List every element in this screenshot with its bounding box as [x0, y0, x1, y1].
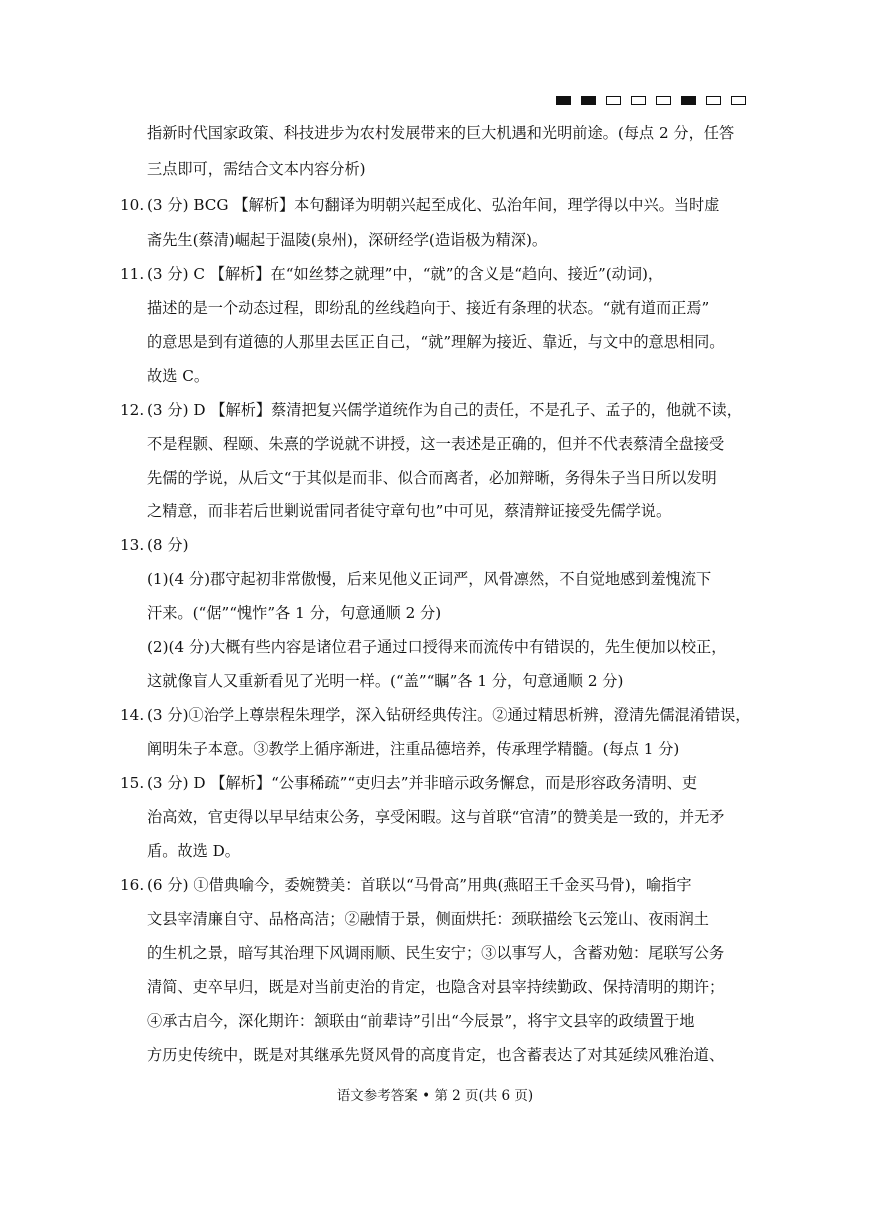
answer-line: 这就像盲人又重新看见了光明一样。(“盖”“瞩”各 1 分，句意通顺 2 分) [147, 672, 624, 690]
header-mark [631, 96, 646, 105]
answer-line: (2)(4 分)大概有些内容是诸位君子通过口授得来而流传中有错误的，先生便加以校正， [147, 638, 727, 656]
answer-line: 汗来。(“倨”“愧怍”各 1 分，句意通顺 2 分) [147, 604, 442, 622]
header-mark [606, 96, 621, 105]
answer-number: 11. [120, 265, 145, 283]
answer-line: 方历史传统中，既是对其继承先贤风骨的高度肯定，也含蓄表达了对其延续风雅治道、 [147, 1046, 725, 1064]
answer-line: 斋先生(蔡清)崛起于温陵(泉州)，深研经学(造诣极为精深)。 [147, 231, 548, 249]
answer-line: (8 分) [147, 536, 189, 554]
answer-line: (3 分) C 【解析】在“如丝棼之就理”中，“就”的含义是“趋向、接近”(动词)， [147, 265, 664, 283]
answer-number: 14. [120, 706, 145, 724]
header-mark [656, 96, 671, 105]
answer-line: 之精意，而非若后世剿说雷同者徒守章句也”中可见，蔡清辩证接受先儒学说。 [147, 502, 672, 520]
answer-line: 描述的是一个动态过程，即纷乱的丝线趋向于、接近有条理的状态。“就有道而正焉” [147, 299, 710, 317]
answer-number: 13. [120, 536, 145, 554]
header-mark [681, 96, 696, 105]
answer-line: 治高效，官吏得以早早结束公务，享受闲暇。这与首联“官清”的赞美是一致的，并无矛 [147, 808, 725, 826]
answer-number: 16. [120, 876, 145, 894]
answer-line: (3 分) D 【解析】蔡清把复兴儒学道统作为自己的责任，不是孔子、孟子的，他就不读， [147, 401, 742, 419]
answer-number: 10. [120, 196, 145, 214]
answer-line: 故选 C。 [147, 367, 210, 385]
answer-line: ④承古启今，深化期许：颔联由“前辈诗”引出“今辰景”，将宇文县宰的政绩置于地 [147, 1012, 695, 1030]
answer-line: 阐明朱子本意。③教学上循序渐进，注重品德培养，传承理学精髓。(每点 1 分) [147, 740, 680, 758]
header-mark [706, 96, 721, 105]
answer-line: (3 分)①治学上尊崇程朱理学，深入钻研经典传注。②通过精思析辨，澄清先儒混淆错误， [147, 706, 751, 724]
answer-line: (6 分) ①借典喻今，委婉赞美：首联以“马骨高”用典(燕昭王千金买马骨)，喻指宇 [147, 876, 692, 894]
header-mark [731, 96, 746, 105]
answer-line: 文县宰清廉自守、品格高洁；②融情于景，侧面烘托：颈联描绘飞云笼山、夜雨润土 [147, 910, 709, 928]
answer-line: (3 分) D 【解析】“公事稀疏”“吏归去”并非暗示政务懈怠，而是形容政务清明、吏 [147, 774, 698, 792]
intro-line: 指新时代国家政策、科技进步为农村发展带来的巨大机遇和光明前途。(每点 2 分，任答 [147, 124, 735, 142]
answer-line: (1)(4 分)郡守起初非常傲慢，后来见他义正词严，风骨凛然，不自觉地感到羞愧流下 [147, 570, 712, 588]
answer-line: 不是程颢、程颐、朱熹的学说就不讲授，这一表述是正确的，但并不代表蔡清全盘接受 [147, 435, 725, 453]
answer-line: (3 分) BCG 【解析】本句翻译为明朝兴起至成化、弘治年间，理学得以中兴。当时虚 [147, 196, 720, 214]
answer-number: 15. [120, 774, 145, 792]
header-mark [581, 96, 596, 105]
answer-line: 的生机之景，暗写其治理下风调雨顺、民生安宁；③以事写人，含蓄劝勉：尾联写公务 [147, 944, 725, 962]
answer-line: 的意思是到有道德的人那里去匡正自己，“就”理解为接近、靠近，与文中的意思相同。 [147, 333, 725, 351]
answer-number: 12. [120, 401, 145, 419]
answer-line: 先儒的学说，从后文“于其似是而非、似合而离者，必加辩晰，务得朱子当日所以发明 [147, 469, 717, 487]
answer-line: 盾。故选 D。 [147, 842, 240, 860]
intro-line: 三点即可，需结合文本内容分析) [147, 160, 366, 178]
page-footer: 语文参考答案 • 第 2 页(共 6 页) [336, 1088, 534, 1104]
header-mark [556, 96, 571, 105]
answer-line: 清简、吏卒早归，既是对当前吏治的肯定，也隐含对县宰持续勤政、保持清明的期许； [147, 978, 725, 996]
